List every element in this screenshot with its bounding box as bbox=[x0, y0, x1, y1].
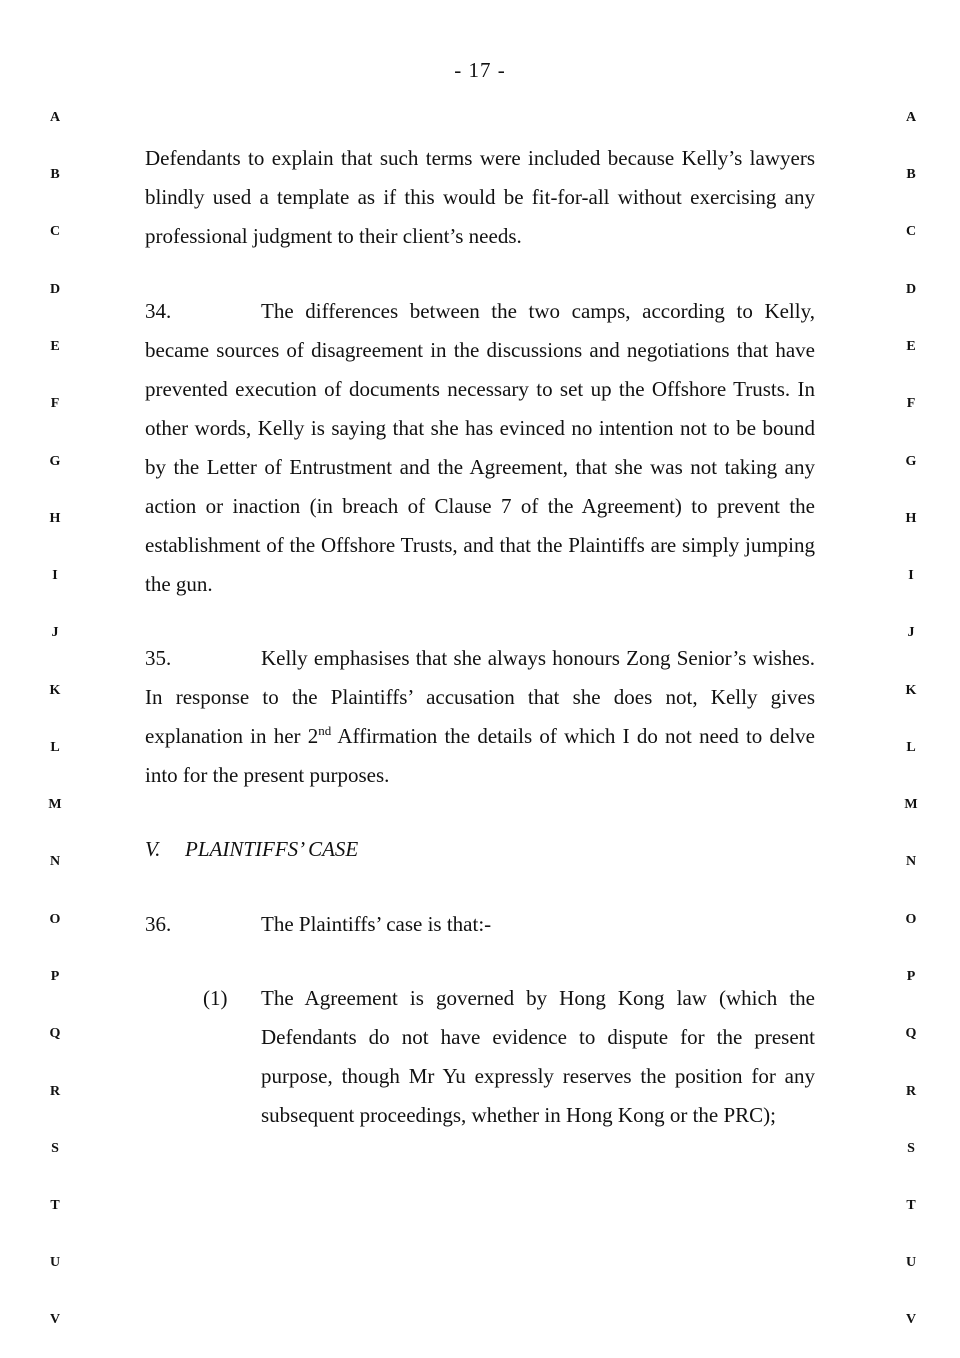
margin-letter: B bbox=[50, 167, 60, 182]
paragraph-text: The differences between the two camps, according to Kelly, became sources of disagreement in the discussions and negotiations that have prevented execution of documents necessary to set up the Offshore Trusts. In other words, Kelly is saying that she has evinced no intention not to be bound by the Letter of Entrustment and the Agreement, that she was not taking any action or inaction (in breach of Clause 7 of the Agreement) to prevent the establishment of the Offshore Trusts, and that the Plaintiffs are simply jumping the gun. bbox=[145, 299, 815, 596]
ordinal-superscript: nd bbox=[318, 723, 332, 738]
margin-letter: U bbox=[49, 1255, 61, 1270]
paragraph-number: 34. bbox=[145, 299, 172, 323]
paragraph-text: Kelly emphasises that she always honours Zong Senior’s wishes. In response to the Plaintiffs’ accusation that she does not, Kelly gives explanation in her 2 bbox=[145, 646, 815, 748]
margin-letter: B bbox=[906, 167, 916, 182]
margin-letter: E bbox=[906, 339, 916, 354]
paragraph-text: Defendants to explain that such terms were included because Kelly’s lawyers blindly used a template as if this would be fit-for-all without exercising any professional judgment to their client’s needs. bbox=[145, 146, 815, 248]
margin-letter: I bbox=[52, 568, 58, 583]
margin-letter: J bbox=[907, 625, 915, 640]
section-title: PLAINTIFFS’ CASE bbox=[185, 837, 359, 861]
margin-letter: C bbox=[49, 224, 61, 239]
margin-letter: M bbox=[904, 797, 918, 812]
margin-letter: A bbox=[905, 110, 917, 125]
paragraph-number: 36. bbox=[145, 912, 172, 936]
margin-letter: T bbox=[906, 1198, 916, 1213]
continuation-paragraph bbox=[145, 139, 815, 256]
margin-letter: M bbox=[48, 797, 62, 812]
margin-letter: A bbox=[49, 110, 61, 125]
margin-letter: V bbox=[905, 1312, 917, 1327]
margin-letter: S bbox=[51, 1141, 59, 1156]
margin-letter: S bbox=[907, 1141, 915, 1156]
sub-paragraph-text: The Agreement is governed by Hong Kong law (which the Defendants do not have evidence to dispute for the present purpose, though Mr Yu expressly reserves the position for any subsequent proceedings, whether in Hong Kong or the PRC); bbox=[261, 986, 815, 1127]
margin-letter: D bbox=[905, 282, 917, 297]
margin-letter: K bbox=[49, 683, 61, 698]
margin-letter: J bbox=[51, 625, 59, 640]
paragraph-34 bbox=[145, 292, 815, 604]
margin-letter: G bbox=[49, 454, 61, 469]
margin-letter: I bbox=[908, 568, 914, 583]
margin-letter: R bbox=[905, 1084, 917, 1099]
paragraph-text: The Plaintiffs’ case is that:- bbox=[261, 912, 492, 936]
margin-letter: Q bbox=[49, 1026, 61, 1041]
sub-paragraph-label: (1) bbox=[203, 986, 228, 1010]
left-margin-letters bbox=[40, 0, 70, 1358]
margin-letter: P bbox=[906, 969, 916, 984]
paragraph-36 bbox=[145, 905, 815, 944]
margin-letter: G bbox=[905, 454, 917, 469]
margin-letter: H bbox=[905, 511, 917, 526]
margin-letter: O bbox=[905, 912, 917, 927]
margin-letter: U bbox=[905, 1255, 917, 1270]
margin-letter: L bbox=[906, 740, 916, 755]
margin-letter: T bbox=[50, 1198, 60, 1213]
margin-letter: N bbox=[905, 854, 917, 869]
margin-letter: O bbox=[49, 912, 61, 927]
margin-letter: R bbox=[49, 1084, 61, 1099]
paragraph-text-continued: Affirmation the details of which I do not need to delve into for the present purposes. bbox=[145, 724, 815, 787]
sub-paragraph-item bbox=[145, 979, 815, 1135]
margin-letter: C bbox=[905, 224, 917, 239]
right-margin-letters bbox=[896, 0, 926, 1358]
section-number: V. bbox=[145, 837, 161, 861]
section-heading bbox=[145, 830, 358, 869]
margin-letter: E bbox=[50, 339, 60, 354]
paragraph-number: 35. bbox=[145, 646, 172, 670]
margin-letter: H bbox=[49, 511, 61, 526]
margin-letter: P bbox=[50, 969, 60, 984]
page-number: - 17 - bbox=[454, 58, 506, 82]
margin-letter: Q bbox=[905, 1026, 917, 1041]
margin-letter: N bbox=[49, 854, 61, 869]
margin-letter: D bbox=[49, 282, 61, 297]
margin-letter: F bbox=[906, 396, 916, 411]
margin-letter: K bbox=[905, 683, 917, 698]
margin-letter: V bbox=[49, 1312, 61, 1327]
margin-letter: L bbox=[50, 740, 60, 755]
paragraph-35 bbox=[145, 639, 815, 795]
margin-letter: F bbox=[50, 396, 60, 411]
